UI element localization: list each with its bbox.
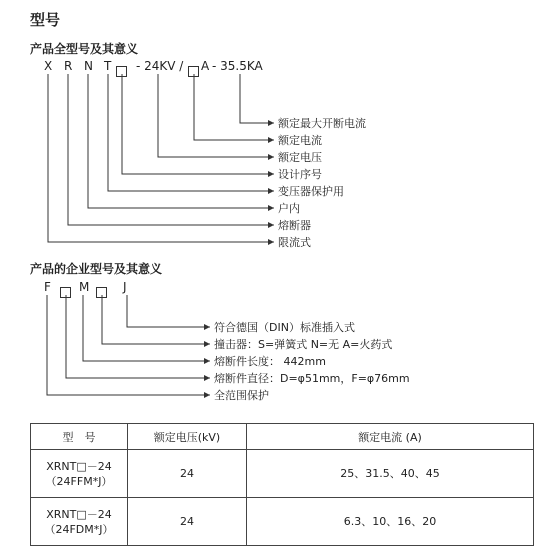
model-line2: （24FDM*J） (44, 522, 114, 536)
header-model: 型 号 (31, 424, 128, 450)
label-design-serial: 设计序号 (278, 168, 322, 181)
header-rated-voltage: 额定电压(kV) (128, 424, 247, 450)
header-rated-current: 额定电流 (A) (247, 424, 534, 450)
page-heading: 型号 (30, 11, 61, 29)
label-indoor: 户内 (278, 202, 300, 215)
model-line2: （24FFM*J） (45, 474, 113, 488)
enterprise-code-f: F (44, 280, 51, 294)
spec-table (30, 423, 534, 546)
label-full-range-protection: 全范围保护 (214, 389, 269, 402)
section2-title: 产品的企业型号及其意义 (30, 262, 163, 276)
full-model-code-n: N (84, 59, 93, 73)
table-row (31, 498, 534, 546)
cell-model (31, 498, 128, 546)
cell-voltage: 24 (128, 498, 247, 546)
full-model-code-x: X (44, 59, 53, 73)
label-fuse: 熔断器 (278, 219, 311, 232)
label-fuse-diameter: 熔断件直径：D=φ51mm，F=φ76mm (214, 372, 410, 385)
table-row (31, 450, 534, 498)
model-line1: XRNT□－24 (46, 459, 112, 473)
label-current-limiting: 限流式 (278, 236, 311, 249)
full-model-code-a: A (201, 59, 210, 73)
full-model-code-voltage: - 24KV / (136, 59, 184, 73)
cell-current: 25、31.5、40、45 (247, 450, 534, 498)
model-line1: XRNT□－24 (46, 507, 112, 521)
full-model-code-r: R (64, 59, 73, 73)
full-model-code-breaking: - 35.5KA (212, 59, 263, 73)
cell-voltage: 24 (128, 450, 247, 498)
enterprise-code-m: M (79, 280, 90, 294)
full-model-code-t: T (104, 59, 112, 73)
label-max-breaking-current: 额定最大开断电流 (278, 117, 366, 130)
label-din-plugin: 符合德国（DIN）标准插入式 (214, 321, 355, 334)
label-rated-voltage: 额定电压 (278, 151, 322, 164)
section1-title: 产品全型号及其意义 (30, 42, 139, 56)
label-rated-current: 额定电流 (278, 134, 322, 147)
label-striker: 撞击器：S=弹簧式 N=无 A=火药式 (214, 338, 393, 351)
label-transformer-protection: 变压器保护用 (278, 185, 344, 198)
table-header-row (31, 424, 534, 450)
cell-model (31, 450, 128, 498)
enterprise-code-j: J (123, 280, 127, 294)
cell-current: 6.3、10、16、20 (247, 498, 534, 546)
label-fuse-length: 熔断件长度： 442mm (214, 355, 326, 368)
